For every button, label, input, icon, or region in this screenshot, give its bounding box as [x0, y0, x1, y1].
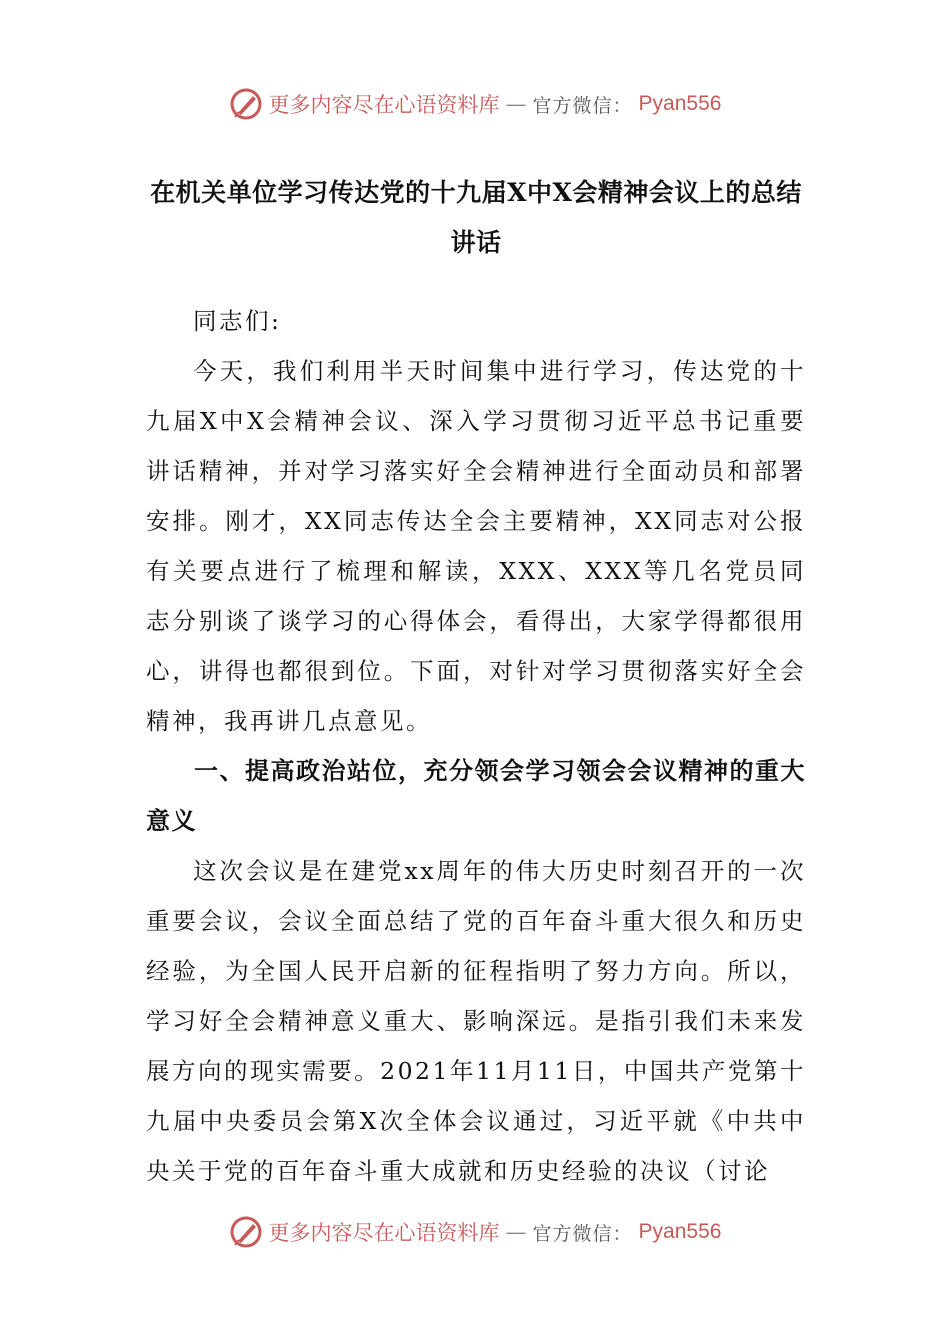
paragraph-1: 今天，我们利用半天时间集中进行学习，传达党的十九届X中X会精神会议、深入学习贯彻习近平总书记重要讲话精神，并对学习落实好全会精神进行全面动员和部署安排。刚才，XX同志传达全会主要精神，XX同志对公报有关要点进行了梳理和解读，XXX、XXX等几名党员同志分别谈了谈学习的心得体会，看得出，大家学得都很用心，讲得也都很到位。下面，对针对学习贯彻落实好全会精神，我再讲几点意见。: [146, 357, 806, 735]
watermark-header: [0, 84, 950, 124]
watermark-account: Pyan556: [638, 1220, 722, 1243]
section-heading-1: 一、提高政治站位，充分领会学习领会会议精神的重大意义: [146, 757, 806, 835]
document-title: 在机关单位学习传达党的十九届X中X会精神会议上的总结讲话: [150, 178, 802, 257]
document-body: [146, 296, 806, 1196]
watermark-separator: —: [505, 1220, 527, 1244]
pen-logo-icon: [229, 1215, 263, 1249]
paragraph-2: 这次会议是在建党xx周年的伟大历史时刻召开的一次重要会议，会议全面总结了党的百年奋斗重大很久和历史经验，为全国人民开启新的征程指明了努力方向。所以，学习好全会精神意义重大、影响深远。是指引我们未来发展方向的现实需要。2021年11月11日，中国共产党第十九届中央委员会第X次全体会议通过，习近平就《中共中央关于党的百年奋斗重大成就和历史经验的决议（讨论: [146, 857, 806, 1185]
watermark-site-text: 更多内容尽在心语资料库: [268, 1221, 500, 1245]
watermark-account: Pyan556: [638, 92, 722, 115]
watermark-label: 官方微信：: [532, 94, 633, 117]
watermark-site-text: 更多内容尽在心语资料库: [268, 93, 500, 117]
pen-logo-icon: [229, 87, 263, 121]
watermark-label: 官方微信：: [532, 1222, 633, 1245]
salutation: 同志们:: [193, 307, 282, 335]
watermark-footer: [0, 1212, 950, 1252]
watermark-separator: —: [505, 92, 527, 116]
